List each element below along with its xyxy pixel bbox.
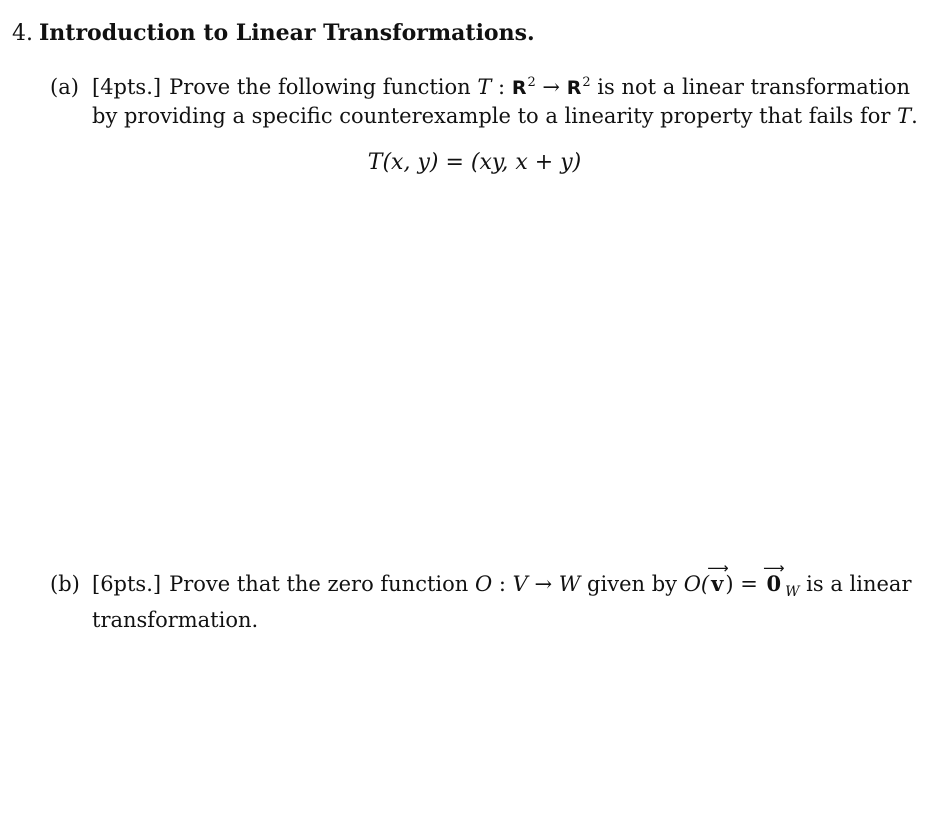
part-b-text-2: is a linear bbox=[806, 572, 912, 596]
function-call-close: ) = bbox=[725, 572, 765, 596]
period: . bbox=[911, 104, 918, 128]
zero-function-symbol: O bbox=[474, 572, 493, 596]
section-title: Introduction to Linear Transformations. bbox=[39, 20, 535, 46]
given-by-text: given by bbox=[587, 572, 678, 596]
reals-symbol-domain: R bbox=[511, 77, 527, 99]
maps-to-arrow-b: → bbox=[527, 572, 559, 596]
codomain-exponent: 2 bbox=[582, 75, 591, 90]
part-b-text-3: transformation. bbox=[92, 608, 259, 632]
part-a-label: (a) bbox=[50, 75, 79, 99]
answer-space-b[interactable] bbox=[50, 640, 910, 810]
function-symbol-T: T bbox=[477, 75, 492, 99]
vector-v-letter: v bbox=[711, 571, 724, 596]
maps-to-arrow: → bbox=[535, 75, 567, 99]
part-b-line-2 bbox=[50, 606, 910, 634]
zero-vector-digit: 0 bbox=[766, 571, 782, 596]
zero-vector-subscript: W bbox=[785, 584, 800, 600]
display-equation: T(x, y) = (xy, x + y) bbox=[367, 150, 582, 175]
function-call-open: O( bbox=[683, 572, 710, 596]
part-b bbox=[50, 559, 912, 634]
part-b-label: (b) bbox=[50, 572, 80, 596]
part-b-line-1 bbox=[50, 559, 912, 606]
function-symbol-T-2: T bbox=[897, 104, 912, 128]
part-b-text-1: Prove that the zero function bbox=[169, 572, 469, 596]
part-a-line-2 bbox=[50, 102, 918, 130]
part-a-text-1: Prove the following function bbox=[169, 75, 471, 99]
colon-symbol-b: : bbox=[492, 572, 513, 596]
vector-v bbox=[707, 559, 729, 598]
zero-vector-arrow-icon: ⟶ bbox=[763, 559, 785, 577]
section-heading bbox=[12, 20, 535, 46]
reals-symbol-codomain: R bbox=[566, 77, 582, 99]
part-a-line-1 bbox=[50, 69, 910, 102]
part-a-text-2: is not a linear transformation bbox=[597, 75, 911, 99]
part-a-points: [4pts.] bbox=[92, 75, 162, 99]
section-number: 4. bbox=[12, 21, 33, 46]
part-b-points: [6pts.] bbox=[92, 572, 162, 596]
domain-exponent: 2 bbox=[527, 75, 536, 90]
colon-symbol: : bbox=[491, 75, 512, 99]
vector-arrow-icon: ⟶ bbox=[707, 559, 729, 577]
answer-space-a[interactable] bbox=[50, 200, 910, 550]
part-a-text-3: by providing a specific counterexample to a linearity property that fails for bbox=[92, 104, 891, 128]
space-V: V bbox=[512, 572, 528, 596]
space-W: W bbox=[558, 572, 581, 596]
zero-vector bbox=[763, 559, 785, 598]
part-a bbox=[50, 69, 918, 130]
